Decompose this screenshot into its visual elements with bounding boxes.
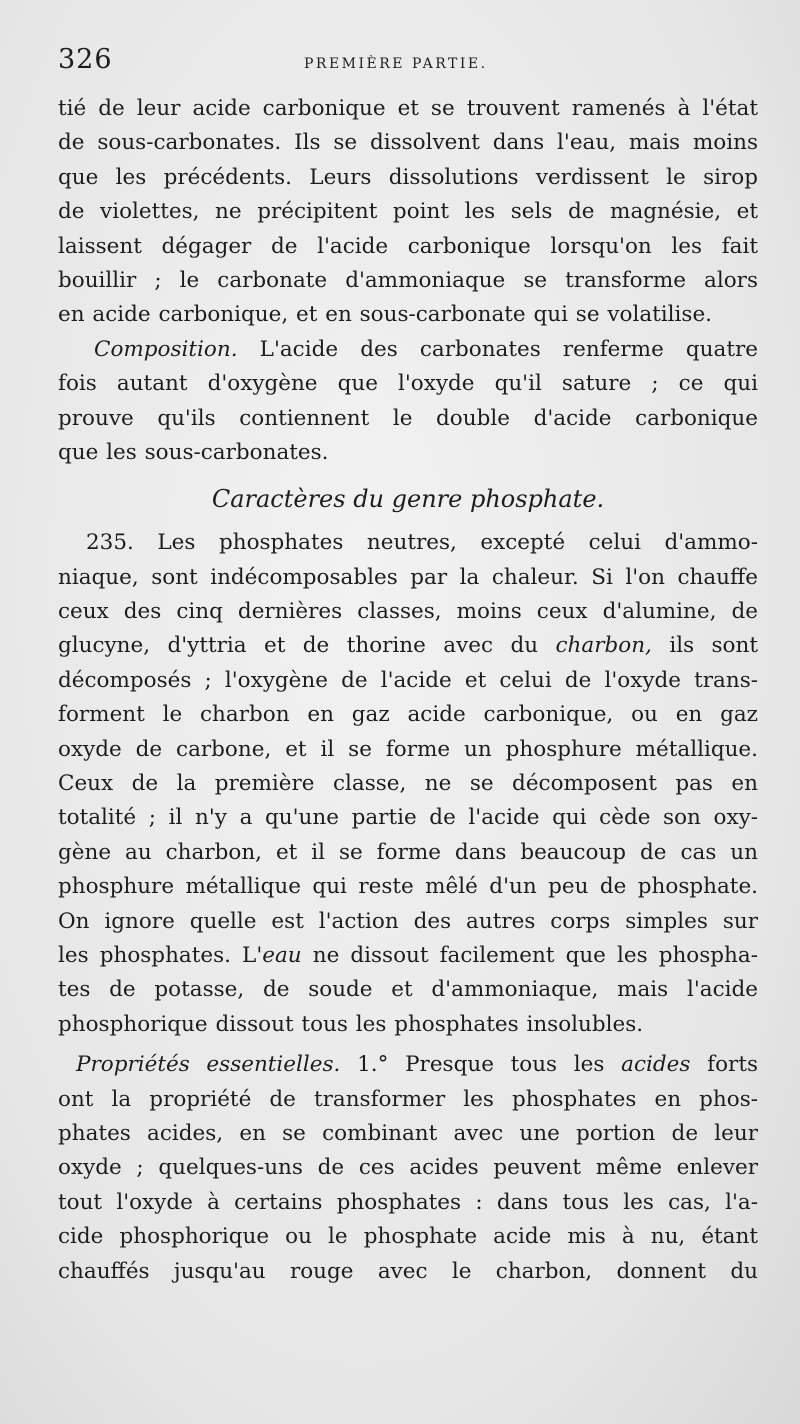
text-line [58,939,758,973]
paragraph-composition [58,333,758,471]
text-line: 235. Les phosphates neutres, excepté celui d'ammo- [86,530,758,556]
running-head-title: PREMIÈRE PARTIE. [304,56,488,72]
text-line: décomposés ; l'oxygène de l'acide et celui de l'oxyde trans- [58,667,758,693]
text-run: glucyne, d'yttria et de thorine avec du [58,633,539,659]
text-line: tout l'oxyde à certains phosphates : dans tous les cas, l'a- [58,1189,758,1215]
text-line [58,1048,758,1082]
paragraph-phosphates [58,526,758,1042]
paragraph-carbonates-solubility [58,92,758,333]
text-line: de violettes, ne précipitent point les sels de magnésie, et [58,199,758,225]
text-line: chauffés jusqu'au rouge avec le charbon, donnent du [58,1258,758,1284]
text-line: phosphure métallique qui reste mêlé d'un peu de phosphate. [58,874,758,900]
text-line: niaque, sont indécomposables par la chaleur. Si l'on chauffe [58,564,758,590]
text-line: On ignore quelle est l'action des autres corps simples sur [58,908,758,934]
text-line: Ceux de la première classe, ne se décomposent pas en [58,771,758,797]
text-line: gène au charbon, et il se forme dans beaucoup de cas un [58,839,758,865]
text-run: L'acide des carbonates renferme quatre [259,336,758,362]
text-line [58,629,758,663]
text-line: bouillir ; le carbonate d'ammoniaque se transforme alors [58,267,758,293]
text-line: phosphorique dissout tous les phosphates insolubles. [58,1011,644,1037]
text-run: 1.° Presque tous les [357,1052,605,1078]
text-line: prouve qu'ils contiennent le double d'acide carbonique [58,405,758,431]
text-line: tié de leur acide carbonique et se trouvent ramenés à l'état [58,96,758,121]
text-run: les phosphates. L' [58,942,263,968]
text-line: oxyde ; quelques-uns de ces acides peuvent même enlever [58,1155,758,1181]
italic-term: acides [621,1052,691,1078]
composition-lead: Composition. [94,336,238,362]
text-line: que les précédents. Leurs dissolutions verdissent le sirop [58,164,758,190]
section-heading: Caractères du genre phosphate. [211,485,605,514]
body-text [58,92,758,1289]
text-line: de sous-carbonates. Ils se dissolvent dans l'eau, mais moins [58,130,758,156]
text-line: phates acides, en se combinant avec une portion de leur [58,1120,758,1146]
text-line: en acide carbonique, et en sous-carbonate qui se volatilise. [58,302,713,328]
text-line: que les sous-carbonates. [58,439,329,465]
text-line: totalité ; il n'y a qu'une partie de l'acide qui cède son oxy- [58,805,758,831]
text-line: ont la propriété de transformer les phosphates en phos- [58,1086,758,1112]
italic-term: charbon, [555,633,652,659]
text-line: forment le charbon en gaz acide carbonique, ou en gaz [58,702,758,728]
text-line [58,333,758,367]
text-line: laissent dégager de l'acide carbonique lorsqu'on les fait [58,233,758,259]
text-line: fois autant d'oxygène que l'oxyde qu'il sature ; ce qui [58,371,758,397]
text-run: ne dissout facilement que les phospha- [312,942,758,968]
text-run: ils sont [669,633,758,659]
text-line: cide phosphorique ou le phosphate acide mis à nu, étant [58,1224,758,1250]
text-run: forts [707,1052,758,1078]
text-line: oxyde de carbone, et il se forme un phosphure métallique. [58,736,758,762]
text-line: tes de potasse, de soude et d'ammoniaque, mais l'acide [58,977,758,1003]
running-head [58,44,758,84]
text-line: ceux des cinq dernières classes, moins ceux d'alumine, de [58,599,758,625]
paragraph-essential-properties [58,1048,758,1289]
properties-lead: Propriétés essentielles. [76,1052,341,1078]
italic-term: eau [262,942,302,968]
page-number: 326 [58,44,113,75]
